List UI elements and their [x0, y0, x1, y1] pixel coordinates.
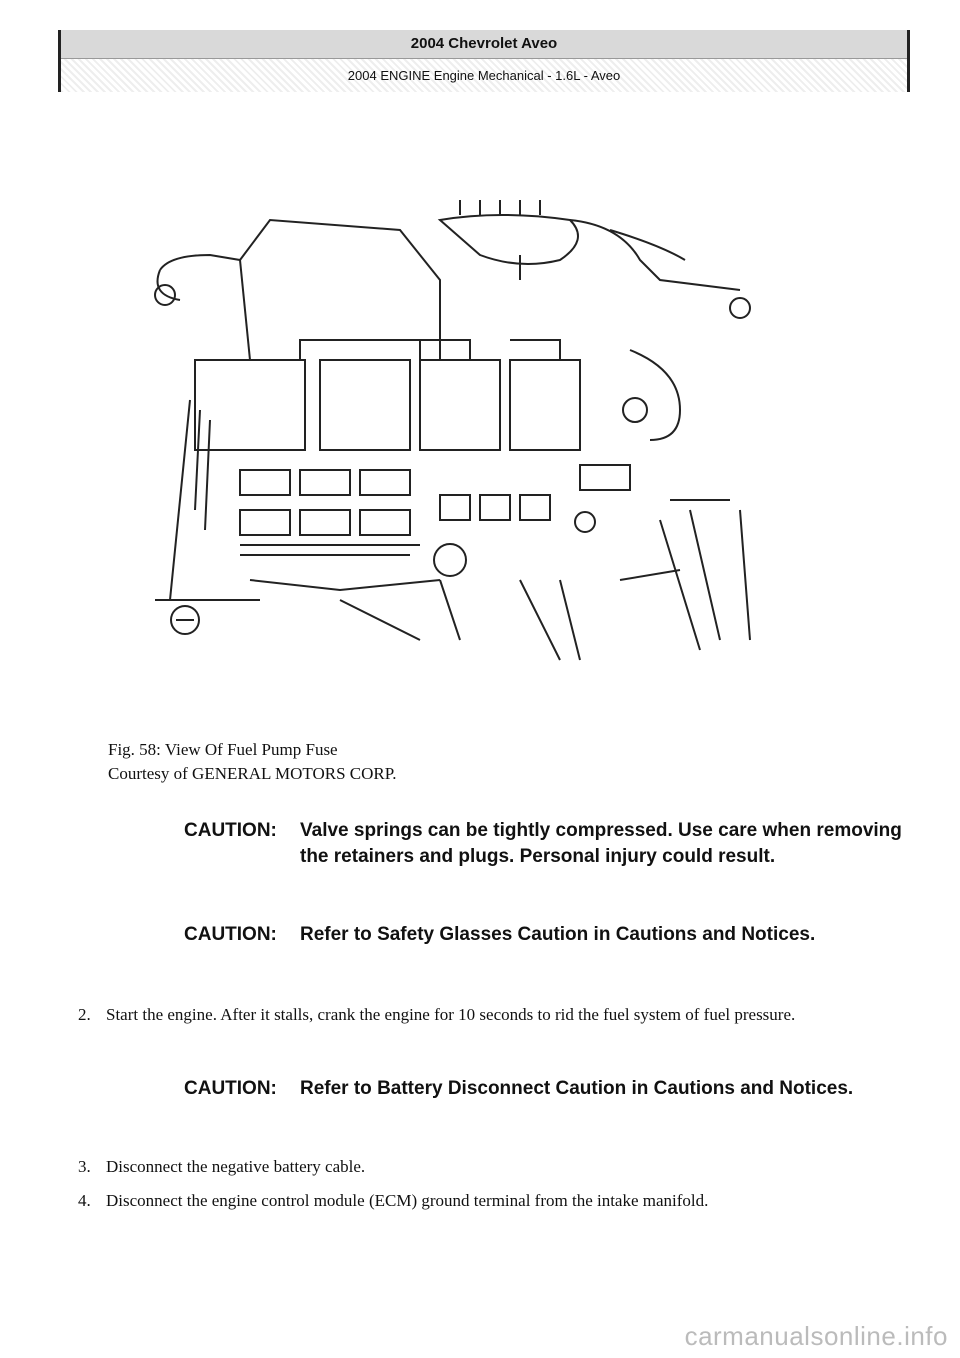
procedure-step — [78, 1188, 908, 1213]
step-text: Start the engine. After it stalls, crank the engine for 10 seconds to rid the fuel system of fuel pressure. — [106, 1005, 796, 1024]
caution-text: Refer to Safety Glasses Caution in Cautions and Notices. — [300, 924, 816, 945]
page-header — [58, 30, 910, 92]
caption-credit: Courtesy of GENERAL MOTORS CORP. — [108, 764, 397, 783]
document-subtitle: 2004 ENGINE Engine Mechanical - 1.6L - Aveo — [61, 59, 907, 92]
step-number: 4. — [78, 1191, 91, 1210]
procedure-step — [78, 1002, 908, 1027]
figure-caption — [108, 738, 397, 786]
caution-text: Valve springs can be tightly compressed. Use care when removing the retainers and plugs. Personal injury could result. — [300, 820, 902, 867]
step-number: 2. — [78, 1005, 91, 1024]
caution-block — [184, 1076, 904, 1102]
step-number: 3. — [78, 1157, 91, 1176]
caution-text: Refer to Battery Disconnect Caution in Cautions and Notices. — [300, 1078, 854, 1099]
caution-block — [184, 922, 904, 948]
procedure-step — [78, 1154, 908, 1179]
fuel-pump-fuse-illustration — [140, 200, 760, 670]
caution-label: CAUTION: — [184, 1078, 277, 1099]
document-title: 2004 Chevrolet Aveo — [61, 30, 907, 59]
step-text: Disconnect the engine control module (ECM) ground terminal from the intake manifold. — [106, 1191, 709, 1210]
caution-block — [184, 818, 904, 870]
caution-label: CAUTION: — [184, 924, 277, 945]
step-text: Disconnect the negative battery cable. — [106, 1157, 366, 1176]
caption-title: Fig. 58: View Of Fuel Pump Fuse — [108, 740, 338, 759]
caution-label: CAUTION: — [184, 820, 277, 841]
site-watermark: carmanualsonline.info — [684, 1321, 948, 1351]
